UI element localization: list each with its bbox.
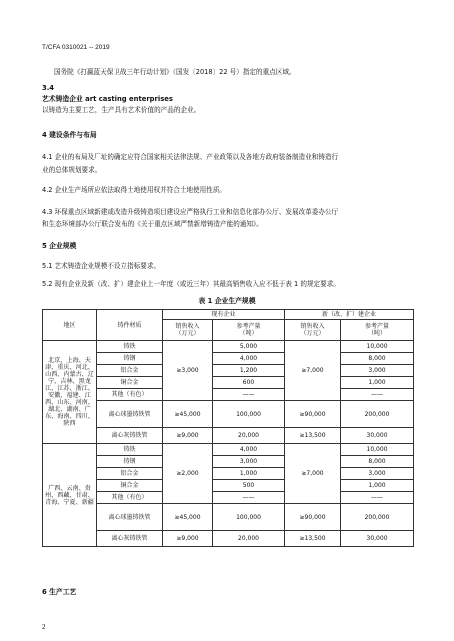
table-row: [43, 444, 414, 456]
term-definition: 以铸造为主要工艺，生产具有艺术价值的产品的企业。: [42, 106, 201, 114]
table-row: [43, 504, 414, 531]
new-sales-cell: ≥90,000: [285, 401, 341, 428]
output-cell: 4,000: [213, 353, 285, 365]
new-output-cell: 8,000: [341, 456, 414, 468]
region-cell: 北京、上海、天津、重庆、河北、山西、内蒙古、辽宁、吉林、黑龙江、江苏、浙江、安徽、福建、江西、山东、河南、湖北、湖南、广东、海南、四川、陕西: [43, 341, 97, 444]
table-row: [43, 456, 414, 468]
paragraph-line: 4.1 企业的布局及厂址的确定应符合国家相关法律法规、产业政策以及各地方政府装备制造业和铸造行: [42, 153, 339, 161]
new-output-cell: 10,000: [341, 341, 414, 353]
output-cell: 1,200: [213, 365, 285, 377]
new-output-cell: 30,000: [341, 531, 414, 547]
sales-cell: ≥45,000: [163, 401, 213, 428]
header-region: 地区: [43, 310, 97, 341]
new-output-cell: 10,000: [341, 444, 414, 456]
material-cell: 铝合金: [97, 468, 163, 480]
output-cell: 20,000: [213, 531, 285, 547]
material-cell: 离心灰铸铁管: [97, 428, 163, 444]
paragraph-line: 国务院《打赢蓝天保卫战三年行动计划》（国发〔2018〕22 号）指定的重点区域。: [54, 68, 296, 76]
table-title: 表 1 企业生产规模: [198, 297, 256, 305]
paragraph-line: 和生态环境部办公厅联合发布的《关于重点区域严禁新增铸造产能的通知》。: [42, 220, 263, 228]
output-cell: 5,000: [213, 341, 285, 353]
output-cell: 20,000: [213, 428, 285, 444]
table-row: [43, 480, 414, 492]
output-cell: ——: [213, 389, 285, 401]
new-sales-cell: ≥13,500: [285, 428, 341, 444]
material-cell: 铜合金: [97, 377, 163, 389]
section-heading: 5 企业规模: [42, 242, 77, 250]
sales-cell: ≥3,000: [163, 341, 213, 401]
output-cell: 1,000: [213, 468, 285, 480]
new-output-cell: ——: [341, 389, 414, 401]
new-output-cell: 200,000: [341, 401, 414, 428]
table-row: [43, 377, 414, 389]
header-existing: 现有企业: [163, 310, 285, 320]
material-cell: 铸铁: [97, 341, 163, 353]
sales-cell: ≥2,000: [163, 444, 213, 504]
sales-cell: ≥45,000: [163, 504, 213, 531]
paragraph-line: 业的总体规划要求。: [42, 166, 102, 174]
new-output-cell: 1,000: [341, 377, 414, 389]
new-output-cell: 8,000: [341, 353, 414, 365]
table-row: [43, 401, 414, 428]
document-header: T/CFA 0310021 -- 2019: [42, 44, 110, 51]
header-new: 新（改、扩）建企业: [285, 310, 414, 320]
table-row: [43, 353, 414, 365]
material-cell: 其他（有色）: [97, 389, 163, 401]
output-cell: 4,000: [213, 444, 285, 456]
new-output-cell: 3,000: [341, 365, 414, 377]
output-cell: 3,000: [213, 456, 285, 468]
new-output-cell: 3,000: [341, 468, 414, 480]
sales-cell: ≥9,000: [163, 531, 213, 547]
output-cell: 500: [213, 480, 285, 492]
output-cell: 100,000: [213, 504, 285, 531]
material-cell: 铜合金: [97, 480, 163, 492]
section-heading: 6 生产工艺: [42, 588, 77, 596]
new-output-cell: ——: [341, 492, 414, 504]
table-row: [43, 492, 414, 504]
section-heading: 4 建设条件与布局: [42, 131, 97, 139]
new-output-cell: 1,000: [341, 480, 414, 492]
header-output: 参考产量 （吨）: [213, 320, 285, 341]
production-scale-table: [42, 309, 414, 547]
new-output-cell: 30,000: [341, 428, 414, 444]
header-material: 铸件材质: [97, 310, 163, 341]
table-row: [43, 365, 414, 377]
new-output-cell: 200,000: [341, 504, 414, 531]
paragraph-line: 5.2 现有企业及新（改、扩）建企业上一年度（或近三年）其最高销售收入应不低于表 1 的规定要求。: [42, 280, 340, 288]
material-cell: 离心球墨铸铁管: [97, 504, 163, 531]
material-cell: 其他（有色）: [97, 492, 163, 504]
material-cell: 离心灰铸铁管: [97, 531, 163, 547]
output-cell: ——: [213, 492, 285, 504]
table-row: [43, 341, 414, 353]
header-new-sales: 销售收入 （万元）: [285, 320, 341, 341]
table-row: [43, 531, 414, 547]
sales-cell: ≥9,000: [163, 428, 213, 444]
table-row: [43, 389, 414, 401]
material-cell: 铸铁: [97, 444, 163, 456]
table-row: [43, 428, 414, 444]
section-number: 3.4: [42, 84, 55, 92]
material-cell: 铝合金: [97, 365, 163, 377]
paragraph-line: 4.2 企业生产场所应依法取得土地使用权并符合土地使用性质。: [42, 186, 227, 194]
header-sales: 销售收入 （万元）: [163, 320, 213, 341]
table-row: [43, 468, 414, 480]
paragraph-line: 4.3 环保重点区域新建或改造升级铸造项目建设应严格执行工业和信息化部办公厅、发展改革委办公厅: [42, 208, 339, 216]
page-number: 2: [42, 623, 46, 631]
new-sales-cell: ≥7,000: [285, 341, 341, 401]
region-cell: 广西、云南、贵州、西藏、甘肃、青海、宁夏、新疆: [43, 444, 97, 547]
material-cell: 铸钢: [97, 353, 163, 365]
material-cell: 离心球墨铸铁管: [97, 401, 163, 428]
new-sales-cell: ≥7,000: [285, 444, 341, 504]
output-cell: 600: [213, 377, 285, 389]
output-cell: 100,000: [213, 401, 285, 428]
material-cell: 铸钢: [97, 456, 163, 468]
new-sales-cell: ≥13,500: [285, 531, 341, 547]
new-sales-cell: ≥90,000: [285, 504, 341, 531]
paragraph-line: 5.1 艺术铸造企业规模不设立指标要求。: [42, 262, 161, 270]
header-new-output: 参考产量 （吨）: [341, 320, 414, 341]
term-title: 艺术铸造企业 art casting enterprises: [42, 95, 173, 103]
